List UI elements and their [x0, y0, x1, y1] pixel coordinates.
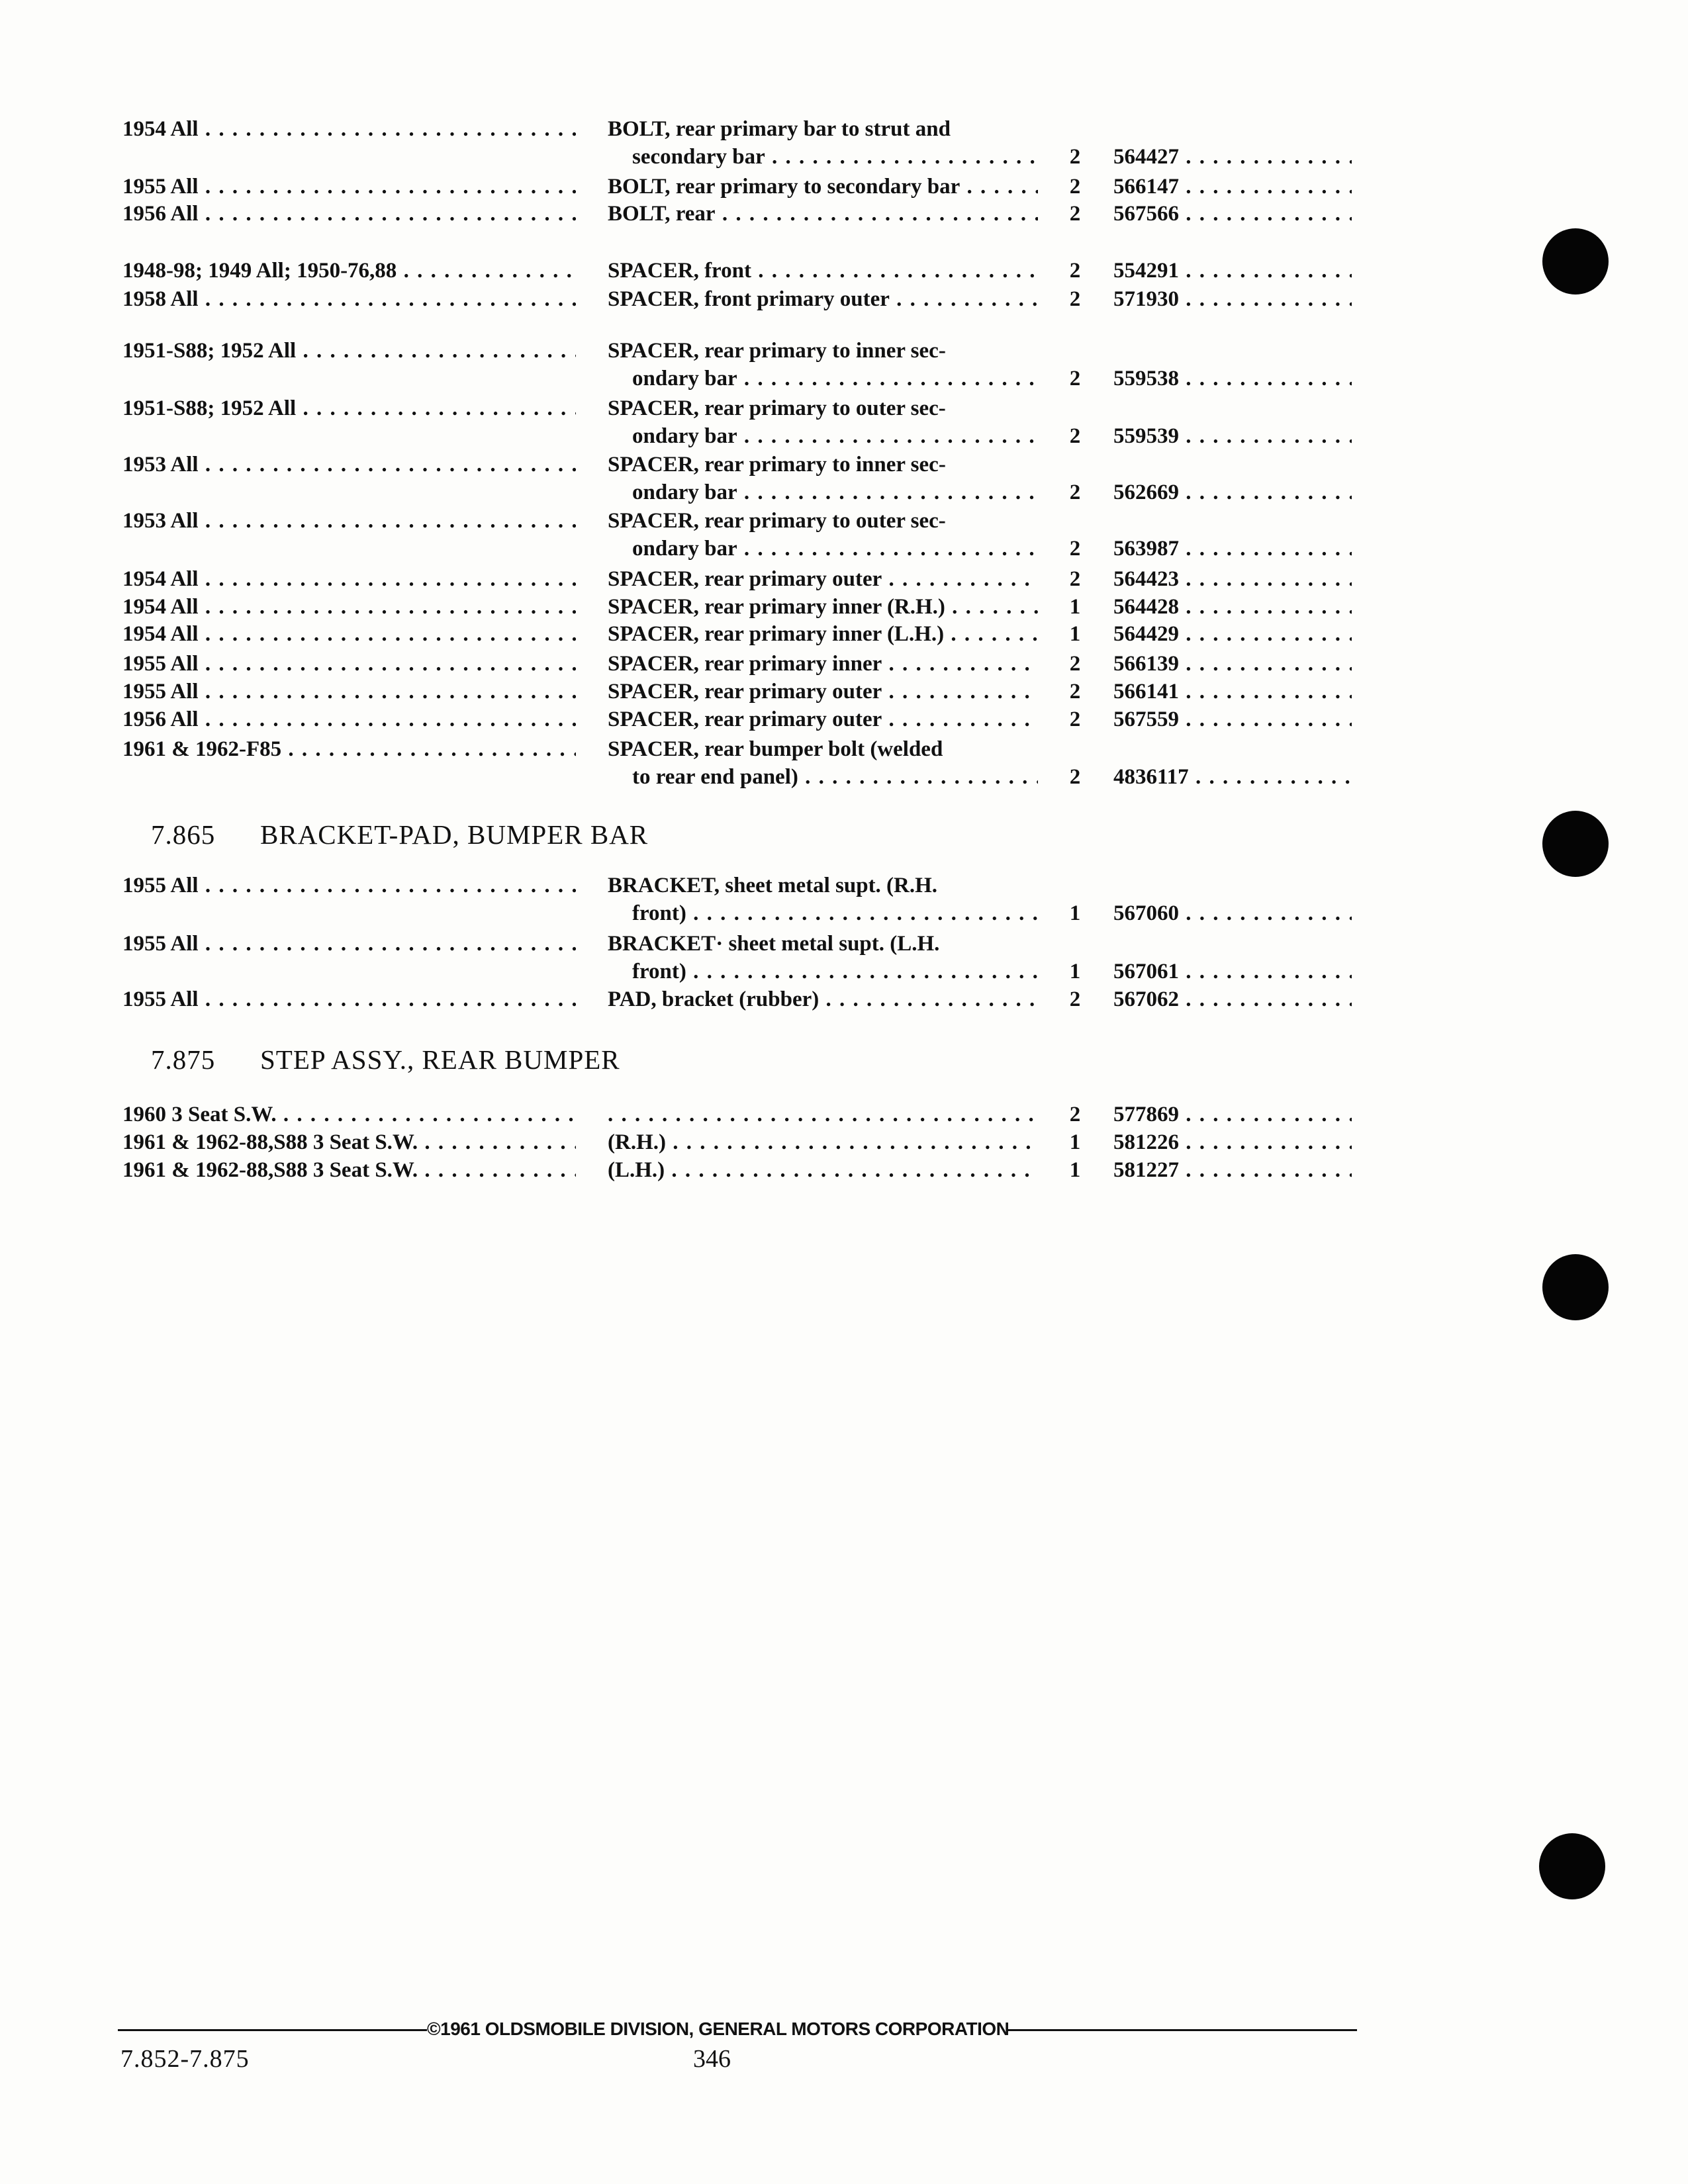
part-number: 577869 . . . — [1113, 1101, 1352, 1128]
quantity: 2 — [1069, 987, 1081, 1011]
part-description: (R.H.) . . . — [608, 1129, 1038, 1156]
part-number: 564429 . . . — [1113, 621, 1352, 647]
part-number: 562669 . . . — [1113, 479, 1352, 506]
part-number: 564428 . . . — [1113, 594, 1352, 620]
part-number: 571930 . . . — [1113, 286, 1352, 312]
quantity: 1 — [1069, 622, 1081, 646]
part-number: 566147 . . . — [1113, 173, 1352, 200]
part-description: SPACER, rear primary to inner sec- — [608, 339, 946, 363]
parts-row — [0, 1129, 1688, 1161]
model-years: 1955 All . . . — [122, 651, 576, 677]
model-years: 1955 All . . . — [122, 678, 576, 705]
parts-row — [0, 286, 1688, 318]
quantity: 2 — [1069, 567, 1081, 591]
part-description: BRACKET, sheet metal supt. (R.H. — [608, 874, 938, 897]
parts-row — [0, 395, 1688, 452]
model-years: 1961 & 1962-88,S88 3 Seat S.W. . . . — [122, 1129, 576, 1156]
part-number: 559538 . . . — [1113, 365, 1352, 392]
quantity: 1 — [1069, 595, 1081, 619]
part-number: 566139 . . . — [1113, 651, 1352, 677]
model-years: 1948-98; 1949 All; 1950-76,88 . . . — [122, 257, 576, 284]
part-description: BOLT, rear primary to secondary bar . . . — [608, 173, 1038, 200]
section-title: BRACKET-PAD, BUMPER BAR — [260, 819, 649, 850]
part-number: 566141 . . . — [1113, 678, 1352, 705]
model-years: 1961 & 1962-88,S88 3 Seat S.W. . . . — [122, 1157, 576, 1183]
parts-row — [0, 1101, 1688, 1133]
part-description: SPACER, rear primary outer . . . — [608, 706, 1038, 733]
quantity: 1 — [1069, 901, 1081, 925]
model-years: 1954 All . . . — [122, 621, 576, 647]
quantity: 2 — [1069, 202, 1081, 226]
model-years: 1960 3 Seat S.W. . . . — [122, 1101, 576, 1128]
section-number: 7.875 — [151, 1044, 216, 1075]
part-description: SPACER, rear primary to inner sec- — [608, 453, 946, 477]
quantity: 2 — [1069, 175, 1081, 199]
parts-row — [0, 986, 1688, 1018]
quantity: 1 — [1069, 1130, 1081, 1154]
binder-hole-1 — [1542, 228, 1609, 295]
part-description: SPACER, rear primary inner . . . — [608, 651, 1038, 677]
part-description — [608, 1101, 1038, 1128]
part-number: 559539 . . . — [1113, 423, 1352, 449]
quantity: 2 — [1069, 652, 1081, 676]
part-description: SPACER, rear primary outer . . . — [608, 678, 1038, 705]
part-number: 4836117 . . . — [1113, 764, 1352, 790]
parts-row — [0, 116, 1688, 173]
part-description-continued: to rear end panel) . . . — [632, 764, 1038, 790]
part-description: BOLT, rear . . . — [608, 201, 1038, 227]
quantity: 2 — [1069, 145, 1081, 169]
quantity: 2 — [1069, 367, 1081, 390]
part-description-continued: ondary bar . . . — [632, 365, 1038, 392]
quantity: 2 — [1069, 480, 1081, 504]
model-years: 1954 All . . . — [122, 594, 576, 620]
parts-row — [0, 508, 1688, 565]
part-description-continued: front) . . . — [632, 900, 1038, 927]
part-description: PAD, bracket (rubber) . . . — [608, 986, 1038, 1013]
part-description: SPACER, front . . . — [608, 257, 1038, 284]
part-description: SPACER, rear primary outer . . . — [608, 566, 1038, 592]
parts-row — [0, 257, 1688, 289]
section-heading — [151, 1043, 620, 1076]
footer-rule-right — [996, 2029, 1357, 2031]
part-description-continued: front) . . . — [632, 958, 1038, 985]
page-number: 346 — [693, 2045, 731, 2073]
quantity: 2 — [1069, 259, 1081, 283]
model-years: 1955 All . . . — [122, 173, 576, 200]
part-description: SPACER, rear bumper bolt (welded — [608, 737, 943, 761]
quantity: 2 — [1069, 287, 1081, 311]
parts-row — [0, 1157, 1688, 1189]
section-number: 7.865 — [151, 819, 216, 850]
quantity: 2 — [1069, 707, 1081, 731]
binder-hole-4 — [1539, 1833, 1605, 1899]
quantity: 1 — [1069, 960, 1081, 983]
part-description-continued: ondary bar . . . — [632, 423, 1038, 449]
part-number: 567566 . . . — [1113, 201, 1352, 227]
parts-row — [0, 201, 1688, 232]
part-description: SPACER, front primary outer . . . — [608, 286, 1038, 312]
section-title: STEP ASSY., REAR BUMPER — [260, 1044, 620, 1075]
model-years: 1956 All . . . — [122, 706, 576, 733]
model-years: 1955 All . . . — [122, 931, 576, 957]
part-number: 554291 . . . — [1113, 257, 1352, 284]
model-years: 1956 All . . . — [122, 201, 576, 227]
part-description-continued: ondary bar . . . — [632, 535, 1038, 562]
part-number: 567559 . . . — [1113, 706, 1352, 733]
parts-row — [0, 678, 1688, 710]
part-description-continued: secondary bar . . . — [632, 144, 1038, 170]
model-years: 1955 All . . . — [122, 986, 576, 1013]
model-years: 1954 All . . . — [122, 566, 576, 592]
part-description: SPACER, rear primary inner (R.H.) . . . — [608, 594, 1038, 620]
part-description: SPACER, rear primary inner (L.H.) . . . — [608, 621, 1038, 647]
parts-row — [0, 338, 1688, 394]
parts-row — [0, 706, 1688, 738]
model-years: 1953 All . . . — [122, 508, 576, 534]
part-number: 563987 . . . — [1113, 535, 1352, 562]
quantity: 2 — [1069, 765, 1081, 789]
part-number: 564427 . . . — [1113, 144, 1352, 170]
part-number: 581227 . . . — [1113, 1157, 1352, 1183]
parts-row — [0, 451, 1688, 508]
part-description: SPACER, rear primary to outer sec- — [608, 396, 946, 420]
parts-row — [0, 736, 1688, 793]
model-years: 1954 All . . . — [122, 116, 576, 142]
part-description: SPACER, rear primary to outer sec- — [608, 509, 946, 533]
quantity: 2 — [1069, 680, 1081, 704]
part-description: (L.H.) . . . — [608, 1157, 1038, 1183]
quantity: 2 — [1069, 1103, 1081, 1126]
model-years: 1951-S88; 1952 All . . . — [122, 395, 576, 422]
section-code: 7.852-7.875 — [120, 2045, 250, 2073]
parts-row — [0, 566, 1688, 598]
parts-row — [0, 621, 1688, 653]
part-description: BOLT, rear primary bar to strut and — [608, 117, 951, 141]
model-years: 1951-S88; 1952 All . . . — [122, 338, 576, 364]
part-description: BRACKET· sheet metal supt. (L.H. — [608, 932, 940, 956]
quantity: 2 — [1069, 537, 1081, 561]
model-years: 1953 All . . . — [122, 451, 576, 478]
part-number: 581226 . . . — [1113, 1129, 1352, 1156]
part-number: 567062 . . . — [1113, 986, 1352, 1013]
model-years: 1958 All . . . — [122, 286, 576, 312]
parts-row — [0, 872, 1688, 929]
copyright-line: ©1961 OLDSMOBILE DIVISION, GENERAL MOTORS CORPORATION — [427, 2015, 1006, 2044]
section-heading — [151, 818, 648, 851]
parts-row — [0, 651, 1688, 682]
part-description-continued: ondary bar . . . — [632, 479, 1038, 506]
part-number: 564423 . . . — [1113, 566, 1352, 592]
binder-hole-3 — [1542, 1254, 1609, 1320]
binder-hole-2 — [1542, 811, 1609, 877]
quantity: 1 — [1069, 1158, 1081, 1182]
quantity: 2 — [1069, 424, 1081, 448]
part-number: 567061 . . . — [1113, 958, 1352, 985]
model-years: 1961 & 1962-F85 . . . — [122, 736, 576, 762]
part-number: 567060 . . . — [1113, 900, 1352, 927]
model-years: 1955 All . . . — [122, 872, 576, 899]
footer-rule-left — [118, 2029, 436, 2031]
parts-row — [0, 931, 1688, 987]
